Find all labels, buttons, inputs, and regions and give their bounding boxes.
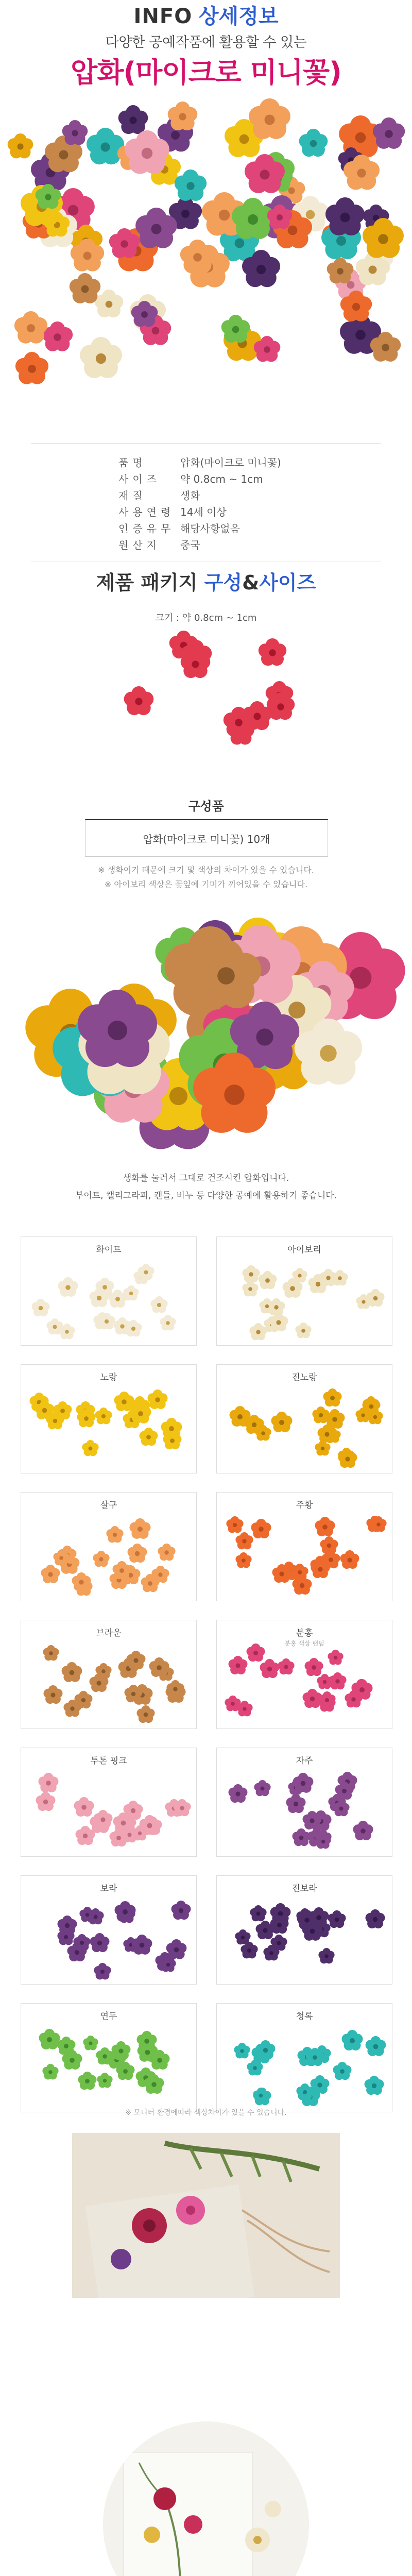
pressed-flower: [130, 1403, 151, 1425]
lifestyle-photo-2: [103, 2421, 309, 2576]
color-flower-sample: [26, 1771, 191, 1853]
info-key: 인증유무: [118, 522, 175, 535]
pressed-flower: [249, 1323, 267, 1341]
pressed-flower: [253, 336, 281, 363]
pressed-flower: [318, 1948, 335, 1964]
pressed-flower: [311, 1560, 330, 1579]
pressed-flower: [255, 1425, 271, 1442]
color-flower-sample: [26, 1899, 191, 1981]
pressed-flower: [126, 1651, 146, 1670]
color-swatch-card: [216, 1236, 392, 1346]
pressed-flower: [258, 638, 287, 667]
info-key: 재질: [118, 489, 147, 502]
pressed-flower: [79, 337, 123, 380]
pressed-flower: [299, 129, 328, 158]
pressed-flower: [158, 1544, 176, 1562]
pressed-flower: [61, 1662, 82, 1683]
pressed-flower: [362, 1397, 381, 1416]
color-label: 연두: [100, 2011, 117, 2022]
pressed-flower: [221, 315, 250, 344]
pressed-flower: [315, 1440, 331, 1456]
pressed-flower: [190, 940, 262, 1012]
pressed-flower: [292, 1828, 311, 1847]
color-flower-sample: [26, 1515, 191, 1598]
pressed-flower: [253, 2088, 269, 2104]
color-flower-sample: [222, 1387, 387, 1470]
pressed-flower: [53, 1550, 70, 1566]
pressed-flower: [315, 1834, 331, 1850]
pressed-flower: [226, 1516, 244, 1534]
pressed-flower: [242, 1281, 259, 1297]
color-swatch-card: [216, 2003, 392, 2112]
color-label: 투톤 핑크: [90, 1756, 127, 1766]
color-label: 브라운: [96, 1628, 122, 1638]
info-row: [118, 503, 324, 519]
pressed-flower: [121, 1826, 138, 1843]
pressed-flower: [242, 250, 281, 289]
pressed-flower: [254, 1780, 271, 1797]
pressed-flower: [338, 1449, 357, 1469]
package-heading: [0, 567, 412, 595]
pressed-flower: [228, 1784, 248, 1804]
color-swatch-card: [21, 1875, 197, 1985]
pressed-flower: [113, 1317, 131, 1335]
pressed-flower: [244, 154, 285, 195]
color-flower-sample: [222, 2026, 387, 2109]
package-heading-b: 구성: [204, 571, 243, 594]
pressed-flower: [296, 2083, 314, 2101]
pressed-flower: [328, 1650, 344, 1666]
pressed-flower: [63, 1700, 81, 1718]
pressed-flower: [78, 2072, 97, 2091]
pressed-flower: [259, 1298, 275, 1314]
pressed-flower: [7, 133, 33, 160]
closeup-flower-photo: [0, 907, 412, 1154]
pressed-flower: [163, 1431, 182, 1450]
info-key: 원산지: [118, 538, 161, 551]
pressed-flower: [353, 1821, 373, 1841]
info-heading-en: INFO: [133, 5, 193, 28]
pressed-flower: [58, 1277, 78, 1298]
pressed-flower: [294, 1019, 363, 1088]
pressed-flower: [255, 2040, 276, 2060]
pressed-flower: [340, 1550, 359, 1570]
color-label: 분홍: [296, 1628, 313, 1638]
pressed-flower: [293, 1773, 314, 1794]
pressed-flower: [341, 2030, 363, 2052]
pressed-flower: [97, 2073, 113, 2089]
pressed-flower: [332, 1270, 348, 1286]
pressed-flower: [62, 2050, 82, 2071]
pressed-flower: [94, 1963, 111, 1980]
pressed-flower: [329, 1672, 347, 1690]
color-swatch-card: [216, 1620, 392, 1729]
color-swatch-card: [216, 1492, 392, 1601]
pressed-flower: [89, 1288, 109, 1308]
pressed-flower: [149, 1657, 169, 1678]
pressed-flower: [343, 155, 380, 192]
pressed-flower: [235, 1552, 252, 1569]
pressed-flower: [136, 1705, 155, 1724]
package-heading-c: 사이즈: [259, 571, 316, 594]
pressed-flower: [136, 2031, 157, 2052]
pressed-flower: [77, 1409, 96, 1428]
info-row: [118, 453, 324, 470]
pressed-flower: [36, 1792, 56, 1812]
pressed-flower: [83, 2036, 98, 2051]
color-swatch-card: [21, 1748, 197, 1857]
pressed-flower: [82, 1440, 99, 1457]
pressed-flower: [333, 2062, 352, 2081]
package-heading-a: 제품 패키지: [96, 571, 198, 594]
info-heading-ko: 상세정보: [198, 5, 279, 28]
pressed-flower: [323, 1388, 342, 1408]
pressed-flower: [267, 205, 293, 230]
pressed-flower: [62, 120, 88, 146]
color-swatch-card: [216, 1748, 392, 1857]
pressed-flower: [225, 1696, 241, 1712]
color-label: 진노랑: [291, 1372, 317, 1383]
color-swatch-card: [216, 1875, 392, 1985]
pressed-flower: [302, 1921, 323, 1942]
pressed-flower: [73, 1934, 91, 1952]
pressed-flower: [356, 1294, 371, 1310]
pressed-flower: [139, 1428, 158, 1447]
color-swatch-card: [216, 1364, 392, 1473]
pressed-flower: [235, 1532, 253, 1550]
pressed-flower: [149, 2050, 170, 2071]
pressed-flower: [365, 1909, 385, 1929]
pressed-flower: [59, 1324, 75, 1340]
size-label: 크기 : 약 0.8cm ~ 1cm: [155, 613, 257, 623]
package-flower-photo: [98, 629, 412, 783]
product-description: [0, 1170, 412, 1205]
info-value: 중국: [180, 538, 200, 551]
pressed-flower: [160, 1315, 176, 1331]
pressed-flower: [271, 1412, 293, 1433]
pressed-flower: [95, 1408, 112, 1425]
info-row: [118, 470, 324, 486]
pressed-flower: [192, 1053, 277, 1137]
color-label: 주황: [296, 1500, 313, 1511]
info-value: 약 0.8cm ~ 1cm: [180, 472, 263, 485]
pressed-flower: [248, 98, 291, 141]
lifestyle-photo-2-art: [103, 2421, 309, 2576]
divider: [31, 443, 381, 444]
color-label: 보라: [100, 1884, 117, 1894]
info-value: 해당사항없음: [180, 522, 240, 535]
pressed-flower: [79, 1907, 95, 1923]
pressed-flower: [131, 1935, 152, 1956]
pressed-flower: [351, 1679, 373, 1701]
pressed-flower: [327, 258, 354, 285]
color-flower-sample: [26, 1260, 191, 1342]
info-value: 14세 이상: [180, 505, 227, 518]
pressed-flower: [166, 1680, 184, 1698]
color-flower-sample: [26, 1643, 191, 1725]
color-swatch-card: [21, 1620, 197, 1729]
info-key: 품명: [118, 456, 147, 469]
pressed-flower: [315, 1517, 335, 1537]
pressed-flower: [325, 197, 365, 238]
color-flower-sample: [222, 1771, 387, 1853]
hero-flower-photo: [0, 98, 412, 386]
color-label: 진보라: [291, 1884, 317, 1894]
pressed-flower: [305, 2048, 324, 2067]
pressed-flower: [365, 2036, 386, 2057]
package-heading-amp: &: [242, 571, 260, 594]
pressed-flower: [41, 1565, 60, 1584]
description-line: 생화를 눌러서 그대로 건조시킨 압화입니다.: [123, 1173, 289, 1183]
info-row: [118, 536, 324, 552]
info-key: 사이즈: [118, 472, 161, 485]
pressed-flower: [89, 1673, 109, 1693]
pressed-flower: [39, 2029, 60, 2050]
color-swatch-card: [21, 2003, 197, 2112]
color-swatch-card: [21, 1492, 197, 1601]
pressed-flower: [93, 1551, 110, 1568]
pressed-flower: [335, 1782, 354, 1801]
info-row: [118, 519, 324, 536]
info-value: 압화(마이크로 미니꽃): [180, 456, 281, 469]
color-label: 살구: [100, 1500, 117, 1511]
pressed-flower: [46, 1412, 64, 1430]
pressed-flower: [324, 1409, 345, 1430]
pressed-flower: [295, 1323, 312, 1339]
info-row: [118, 486, 324, 503]
monitor-note: ※ 모니터 환경에따라 색상차이가 있을 수 있습니다.: [125, 2109, 287, 2117]
note-line: ※ 생화이기 때문에 크기 및 색상의 차이가 있을 수 있습니다.: [98, 865, 314, 875]
description-line: 부이트, 캘리그라피, 캔들, 비누 등 다양한 공예에 활용하기 좋습니다.: [75, 1191, 337, 1201]
pressed-flower: [77, 990, 158, 1071]
pressed-flower: [333, 1800, 350, 1817]
pressed-flower: [75, 1826, 95, 1846]
pressed-flower: [111, 2041, 131, 2061]
pressed-flower: [258, 1271, 277, 1290]
pressed-flower: [43, 1645, 59, 1662]
pressed-flower: [139, 1815, 160, 1836]
pressed-flower: [141, 1574, 160, 1593]
pressed-flower: [292, 1268, 307, 1283]
pressed-flower: [108, 1290, 127, 1309]
pressed-flower: [180, 240, 215, 275]
lifestyle-photo-1: [72, 2133, 340, 2298]
pressed-flower: [131, 301, 158, 328]
info-table: [118, 453, 324, 552]
pressed-flower: [372, 117, 405, 150]
component-title: 구성품: [188, 799, 224, 814]
pressed-flower: [69, 273, 101, 305]
pressed-flower: [35, 184, 61, 210]
pressed-flower: [370, 332, 401, 363]
pressed-flower: [370, 1516, 387, 1533]
color-flower-sample: [26, 2026, 191, 2109]
color-flower-sample: [26, 1387, 191, 1470]
pressed-flower: [174, 170, 207, 202]
pressed-flower: [247, 2060, 263, 2076]
pressed-flower: [43, 1685, 63, 1705]
pressed-flower: [364, 2076, 384, 2096]
pressed-flower: [129, 1518, 151, 1540]
pressed-flower: [223, 707, 254, 738]
pressed-flower: [31, 1299, 50, 1317]
pressed-flower: [15, 352, 49, 386]
color-sublabel: 분홍 색상 랜덤: [284, 1640, 324, 1647]
pressed-flower: [278, 1658, 295, 1675]
pressed-flower: [255, 1921, 275, 1940]
color-label: 아이보리: [287, 1245, 321, 1255]
pressed-flower: [272, 1564, 291, 1584]
pressed-flower: [171, 1901, 191, 1921]
color-flower-sample: [222, 1899, 387, 1981]
package-notes: [0, 863, 412, 892]
pressed-flower: [304, 1658, 323, 1677]
pressed-flower: [328, 1910, 346, 1929]
hero-subtitle: 다양한 공예작품에 활용할 수 있는: [105, 35, 307, 50]
info-key: 사용연령: [118, 505, 175, 518]
pressed-flower: [150, 1296, 168, 1314]
pressed-flower: [180, 649, 211, 680]
color-swatch-card: [21, 1236, 197, 1346]
pressed-flower: [72, 1572, 91, 1592]
pressed-flower: [112, 1561, 131, 1580]
pressed-flower: [228, 1656, 248, 1675]
component-item: 압화(마이크로 미니꽃) 10개: [143, 833, 270, 845]
pressed-flower: [234, 2043, 250, 2059]
pressed-flower: [144, 2074, 164, 2095]
pressed-flower: [106, 1526, 124, 1544]
color-flower-sample: [222, 1643, 387, 1725]
color-label: 노랑: [100, 1372, 117, 1383]
pressed-flower: [127, 1544, 147, 1564]
pressed-flower: [167, 101, 198, 132]
color-label: 자주: [296, 1756, 313, 1766]
pressed-flower: [124, 686, 154, 717]
pressed-flower: [302, 1811, 322, 1831]
pressed-flower: [263, 1945, 280, 1961]
pressed-flower: [109, 228, 140, 260]
color-flower-sample: [222, 1260, 387, 1342]
pressed-flower: [292, 1575, 312, 1596]
hero-title: 압화(마이크로 미니꽃): [71, 56, 341, 89]
pressed-flower: [166, 1939, 187, 1960]
pressed-flower: [124, 130, 170, 176]
info-heading: [0, 0, 412, 29]
pressed-flower: [250, 1905, 267, 1922]
info-value: 생화: [180, 489, 200, 502]
color-label: 청록: [296, 2011, 313, 2022]
pressed-flower: [42, 2064, 59, 2080]
lifestyle-photo-1-art: [72, 2133, 340, 2298]
pressed-flower: [74, 1797, 94, 1818]
pressed-flower: [93, 1810, 113, 1829]
pressed-flower: [124, 1685, 143, 1703]
color-swatch-card: [21, 1364, 197, 1473]
pressed-flower: [135, 208, 178, 250]
pressed-flower: [260, 1659, 280, 1679]
pressed-flower: [38, 1773, 59, 1793]
pressed-flower: [90, 1933, 110, 1953]
pressed-flower: [318, 1691, 336, 1709]
pressed-flower: [114, 1901, 136, 1923]
note-line: ※ 아이보리 색상은 꽃잎에 기미가 끼어있을 수 있습니다.: [104, 879, 308, 889]
pressed-flower: [14, 311, 48, 345]
pressed-flower: [173, 1799, 191, 1817]
color-flower-sample: [222, 1515, 387, 1598]
pressed-flower: [362, 218, 404, 260]
pressed-flower: [138, 1264, 154, 1281]
pressed-flower: [241, 1942, 258, 1959]
pressed-flower: [98, 1313, 115, 1330]
color-label: 화이트: [96, 1245, 122, 1255]
pressed-flower: [340, 291, 372, 323]
pressed-flower: [251, 1519, 271, 1539]
component-box: [85, 819, 328, 857]
